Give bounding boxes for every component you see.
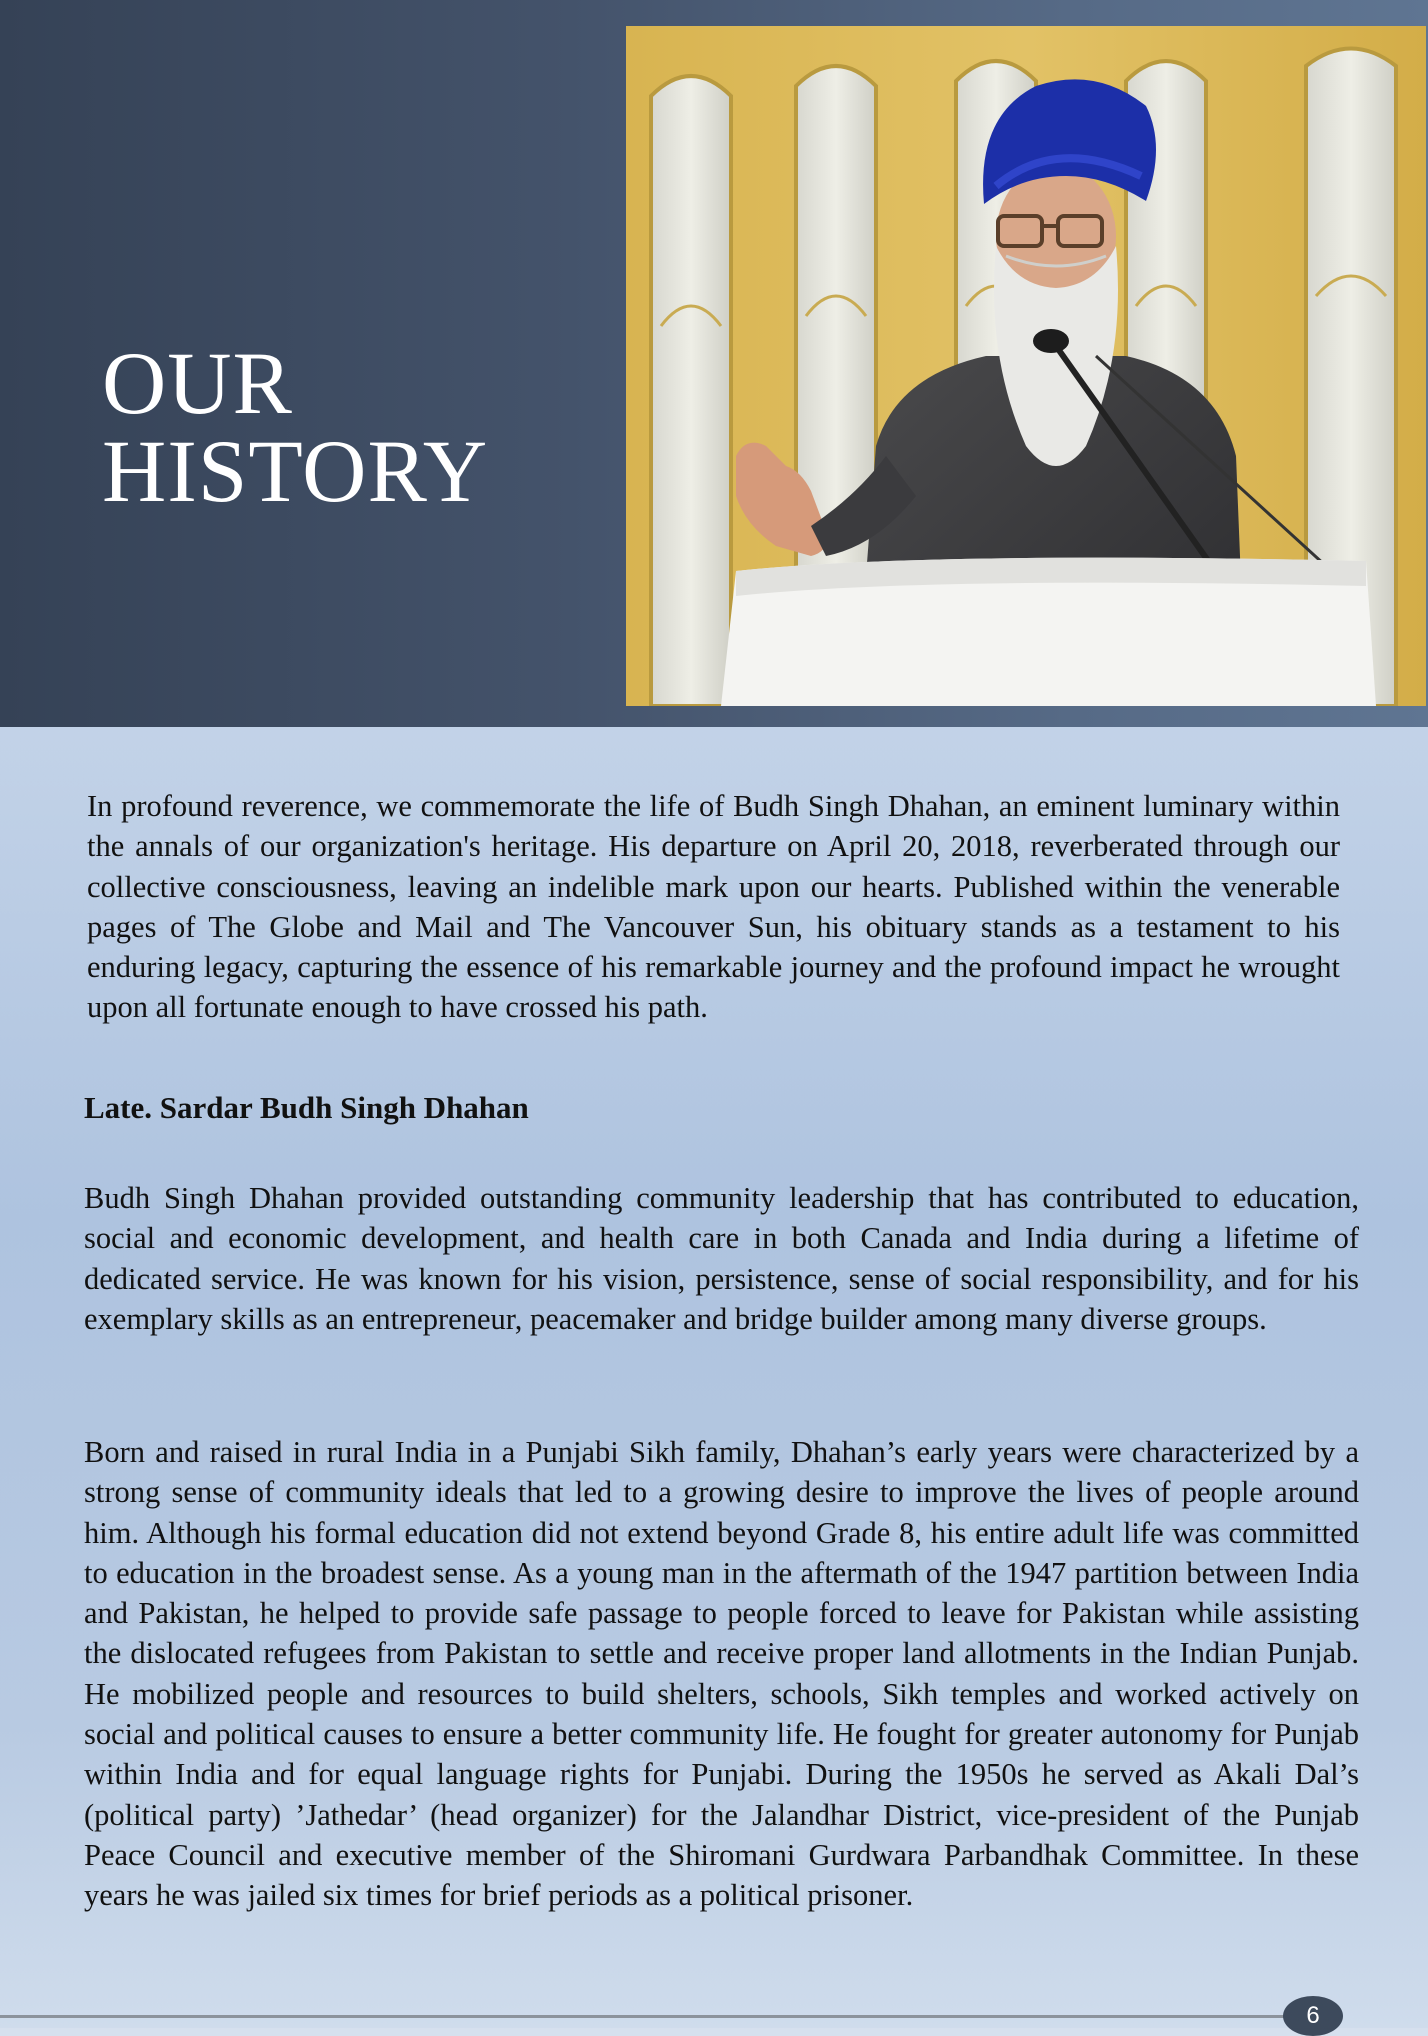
section-heading: Late. Sardar Budh Singh Dhahan	[84, 1090, 529, 1125]
portrait-photo	[626, 26, 1426, 706]
body-text-1: Budh Singh Dhahan provided outstanding community leadership that has contributed to education, social and economic development, and health care in both Canada and India during a lifetime of dedicated service. He was known for his vision, persistence, sense of social responsibility, and for his exemplary skills as an entrepreneur, peacemaker and bridge builder among many diverse groups.	[84, 1181, 1359, 1336]
intro-text: In profound reverence, we commemorate the life of Budh Singh Dhahan, an eminent luminary within the annals of our organization's heritage. His departure on April 20, 2018, reverberated through our collective consciousness, leaving an indelible mark upon our hearts. Published within the venerable pages of The Globe and Mail and The Vancouver Sun, his obituary stands as a testament to his enduring legacy, capturing the essence of his remarkable journey and the profound impact he wrought upon all fortunate enough to have crossed his path.	[87, 789, 1340, 1025]
intro-paragraph	[87, 786, 1340, 1028]
body-paragraph-1	[84, 1178, 1359, 1339]
footer-divider	[0, 2015, 1290, 2018]
page-number-badge: 6	[1283, 1996, 1343, 2036]
page-title-line-1: OUR	[102, 335, 293, 433]
page-title	[102, 335, 489, 521]
header-banner	[0, 0, 1428, 727]
page-title-line-2: HISTORY	[102, 423, 489, 521]
body-text-2: Born and raised in rural India in a Punjabi Sikh family, Dhahan’s early years were characterized by a strong sense of community ideals that led to a growing desire to improve the lives of people around him. Although his formal education did not extend beyond Grade 8, his entire adult life was committed to education in the broadest sense. As a young man in the aftermath of the 1947 partition between India and Pakistan, he helped to provide safe passage to people forced to leave for Pakistan while assisting the dislocated refugees from Pakistan to settle and receive proper land allotments in the Indian Punjab. He mobilized people and resources to build shelters, schools, Sikh temples and worked actively on social and political causes to ensure a better community life. He fought for greater autonomy for Punjab within India and for equal language rights for Punjabi. During the 1950s he served as Akali Dal’s (political party) ’Jathedar’ (head organizer) for the Jalandhar District, vice-president of the Punjab Peace Council and executive member of the Shiromani Gurdwara Parbandhak Committee. In these years he was jailed six times for brief periods as a political prisoner.	[84, 1435, 1359, 1913]
body-paragraph-2	[84, 1432, 1359, 1916]
